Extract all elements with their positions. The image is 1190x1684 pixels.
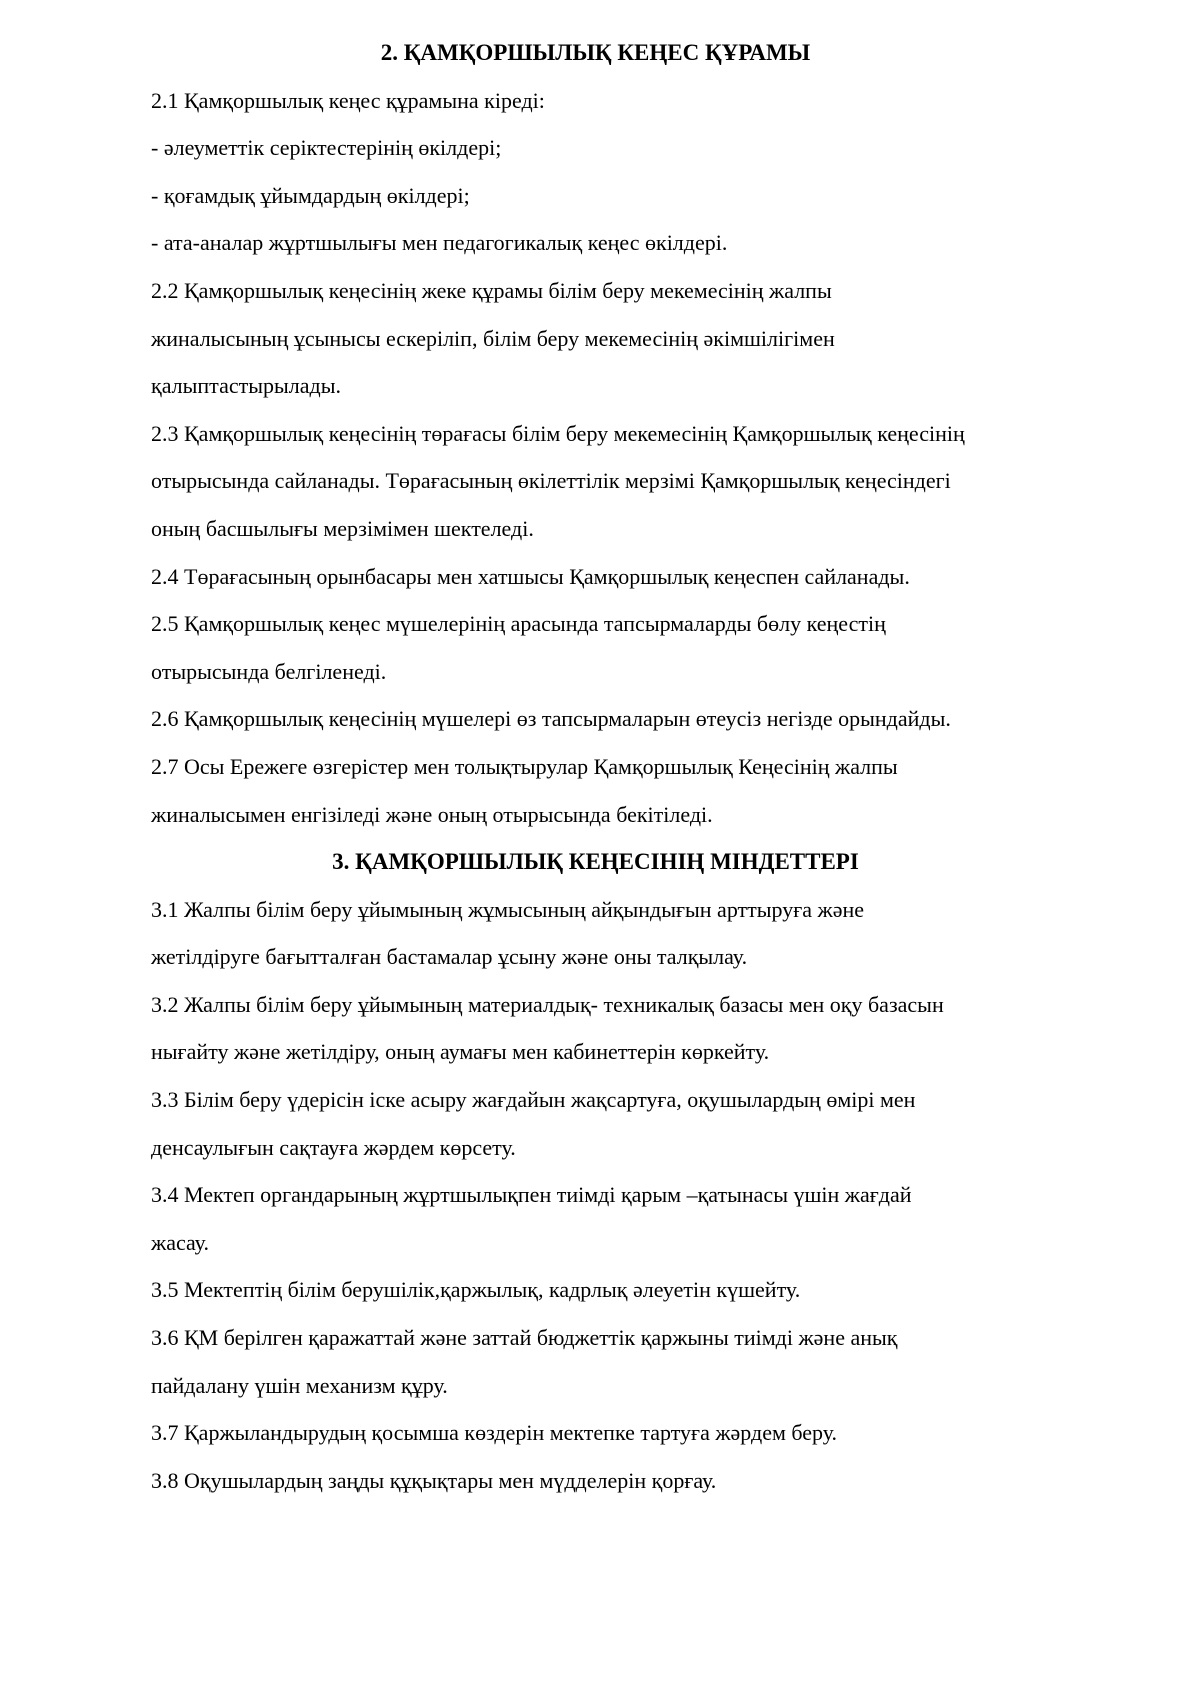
section-heading: 2. ҚАМҚОРШЫЛЫҚ КЕҢЕС ҚҰРАМЫ xyxy=(380,40,811,65)
text-line: 2.6 Қамқоршылық кеңесінің мүшелері өз тапсырмаларын өтеусіз негізде орындайды. xyxy=(151,706,951,732)
text-line: 2.3 Қамқоршылық кеңесінің төрағасы білім беру мекемесінің Қамқоршылық кеңесінің xyxy=(151,420,965,446)
text-line: 3.6 ҚМ берілген қаражаттай және заттай бюджеттік қаржыны тиімді және анық xyxy=(151,1325,898,1351)
text-line: - ата-аналар жұртшылығы мен педагогикалық кеңес өкілдері. xyxy=(151,230,728,256)
text-line: 3.4 Мектеп органдарының жұртшылықпен тиімді қарым –қатынасы үшін жағдай xyxy=(151,1182,912,1208)
text-line: 2.5 Қамқоршылық кеңес мүшелерінің арасында тапсырмаларды бөлу кеңестің xyxy=(151,611,886,637)
text-line: пайдалану үшін механизм құру. xyxy=(151,1372,448,1398)
text-line: 2.2 Қамқоршылық кеңесінің жеке құрамы білім беру мекемесінің жалпы xyxy=(151,277,832,303)
text-line: жиналысымен енгізіледі және оның отырысында бекітіледі. xyxy=(151,801,713,827)
text-line: жетілдіруге бағытталған бастамалар ұсыну және оны талқылау. xyxy=(151,944,748,970)
text-line: 2.4 Төрағасының орынбасары мен хатшысы Қамқоршылық кеңеспен сайланады. xyxy=(151,563,910,589)
text-line: 3.7 Қаржыландырудың қосымша көздерін мектепке тартуға жәрдем беру. xyxy=(151,1420,838,1446)
text-line: 2.7 Осы Ережеге өзгерістер мен толықтырулар Қамқоршылық Кеңесінің жалпы xyxy=(151,753,898,779)
text-line: отырысында белгіленеді. xyxy=(151,658,387,684)
text-line: 3.3 Білім беру үдерісін іске асыру жағдайын жақсартуға, оқушылардың өмірі мен xyxy=(151,1087,916,1113)
text-line: 3.8 Оқушылардың заңды құқықтары мен мүдделерін қорғау. xyxy=(151,1467,717,1493)
text-line: оның басшылығы мерзімімен шектеледі. xyxy=(151,515,534,541)
text-line: жиналысының ұсынысы ескеріліп, білім беру мекемесінің әкімшілігімен xyxy=(151,325,835,351)
text-line: нығайту және жетілдіру, оның аумағы мен кабинеттерін көркейту. xyxy=(151,1039,770,1065)
text-line: денсаулығын сақтауға жәрдем көрсету. xyxy=(151,1134,516,1160)
text-line: жасау. xyxy=(151,1229,209,1255)
text-line: 3.1 Жалпы білім беру ұйымының жұмысының айқындығын арттыруға және xyxy=(151,896,865,922)
text-line: отырысында сайланады. Төрағасының өкілеттілік мерзімі Қамқоршылық кеңесіндегі xyxy=(151,468,951,494)
text-line: 2.1 Қамқоршылық кеңес құрамына кіреді: xyxy=(151,87,545,113)
section-heading: 3. ҚАМҚОРШЫЛЫҚ КЕҢЕСІНІҢ МІНДЕТТЕРІ xyxy=(332,849,859,875)
text-line: қалыптастырылады. xyxy=(151,373,341,399)
text-line: - қоғамдық ұйымдардың өкілдері; xyxy=(151,182,470,208)
text-line: - әлеуметтік серіктестерінің өкілдері; xyxy=(151,135,502,161)
text-line: 3.5 Мектептің білім берушілік,қаржылық, кадрлық әлеуетін күшейту. xyxy=(151,1277,801,1303)
text-line: 3.2 Жалпы білім беру ұйымының материалдық- техникалық базасы мен оқу базасын xyxy=(151,991,944,1017)
